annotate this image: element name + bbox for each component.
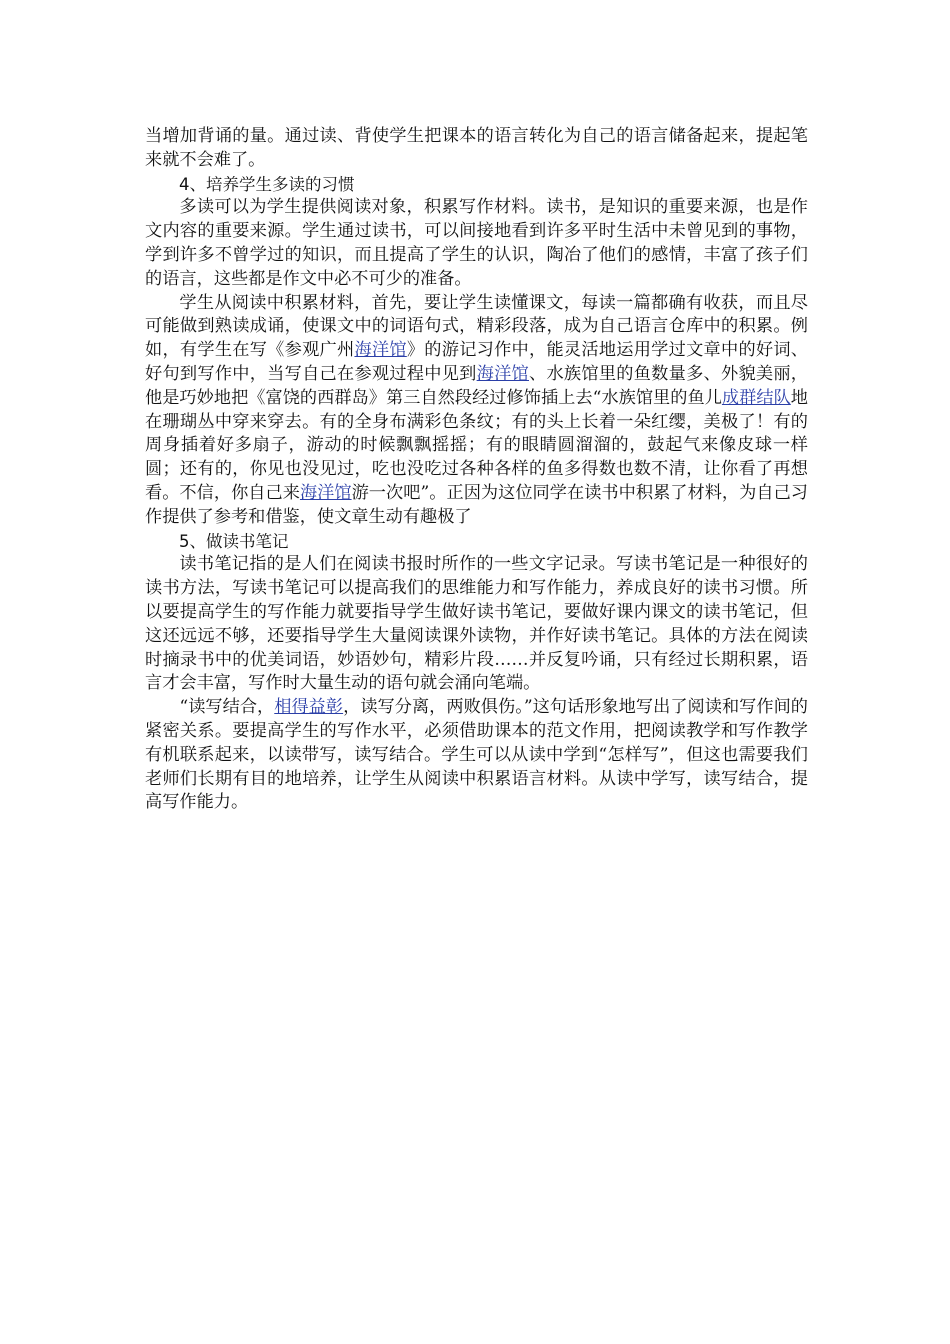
document-body	[145, 125, 808, 815]
text-segment: 5、做读书笔记	[179, 531, 289, 551]
hyperlink[interactable]: 成群结队	[721, 387, 791, 408]
text-segment: 当增加背诵的量。通过读、背使学生把课本的语言转化为自己的语言储备起来，提起笔来就不会难了。	[145, 126, 808, 170]
text-segment: 、水族馆里的鱼数量多、外貌美丽，他是巧妙地把《富饶的西群岛》第三自然段经过修饰插上去“水族馆里的鱼儿	[145, 363, 808, 408]
text-segment: “读写结合，	[179, 697, 275, 718]
paragraph-accumulate-material	[145, 292, 808, 530]
text-segment: 学生从阅读中积累材料，首先，要让学生读懂课文，每读一篇都确有收获，而且尽可能做到熟读成诵，使课文中的词语句式，精彩段落，成为自己语言仓库中的积累。例如，有学生在写《参观广州	[145, 292, 808, 361]
text-segment: ，读写分离，两败俱伤。”这句话形象地写出了阅读和写作间的紧密关系。要提高学生的写作水平，必须借助课本的范文作用，把阅读教学和写作教学有机联系起来，以读带写，读写结合。学生可以从读中学到“怎样写”，但这也需要我们老师们长期有目的地培养，让学生从阅读中积累语言材料。从读中学写，读写结合，提高写作能力。	[145, 697, 808, 813]
hyperlink[interactable]: 海洋馆	[476, 363, 529, 384]
paragraph-intro-continuation	[145, 125, 808, 173]
text-segment: 读书笔记指的是人们在阅读书报时所作的一些文字记录。写读书笔记是一种很好的读书方法，写读书笔记可以提高我们的思维能力和写作能力，养成良好的读书习惯。所以要提高学生的写作能力就要指导学生做好读书笔记，要做好课内课文的读书笔记，但这还远远不够，还要指导学生大量阅读课外读物，并作好读书笔记。具体的方法在阅读时摘录书中的优美词语，妙语妙句，精彩片段……并反复吟诵，只有经过长期积累，语言才会丰富，写作时大量生动的语句就会涌向笔端。	[145, 554, 808, 694]
text-segment: 游一次吧”。正因为这位同学在读书中积累了材料，为自己习作提供了参考和借鉴，使文章生动有趣极了	[145, 482, 808, 527]
text-segment: 地在珊瑚丛中穿来穿去。有的全身布满彩色条纹；有的头上长着一朵红缨，美极了！有的周身插着好多扇子，游动的时候飘飘摇摇；有的眼睛圆溜溜的，鼓起气来像皮球一样圆；还有的，你见也没见过，吃也没吃过各种各样的鱼多得数也数不清，让你看了再想看。不信，你自己来	[145, 387, 808, 503]
section-heading-5	[145, 530, 808, 554]
hyperlink[interactable]: 海洋馆	[299, 482, 352, 503]
section-heading-4	[145, 173, 808, 197]
paragraph-read-more	[145, 196, 808, 291]
paragraph-reading-notes	[145, 553, 808, 696]
hyperlink[interactable]: 海洋馆	[354, 340, 407, 361]
text-segment: 4、培养学生多读的习惯	[179, 174, 355, 194]
paragraph-conclusion	[145, 696, 808, 815]
text-segment: 多读可以为学生提供阅读对象，积累写作材料。读书，是知识的重要来源，也是作文内容的重要来源。学生通过读书，可以间接地看到许多平时生活中未曾见到的事物，学到许多不曾学过的知识，而且提高了学生的认识，陶冶了他们的感情，丰富了孩子们的语言，这些都是作文中必不可少的准备。	[145, 197, 808, 289]
text-segment: 》的游记习作中，能灵活地运用学过文章中的好词、好句到写作中，当写自己在参观过程中见到	[145, 340, 808, 384]
hyperlink[interactable]: 相得益彰	[274, 697, 344, 718]
